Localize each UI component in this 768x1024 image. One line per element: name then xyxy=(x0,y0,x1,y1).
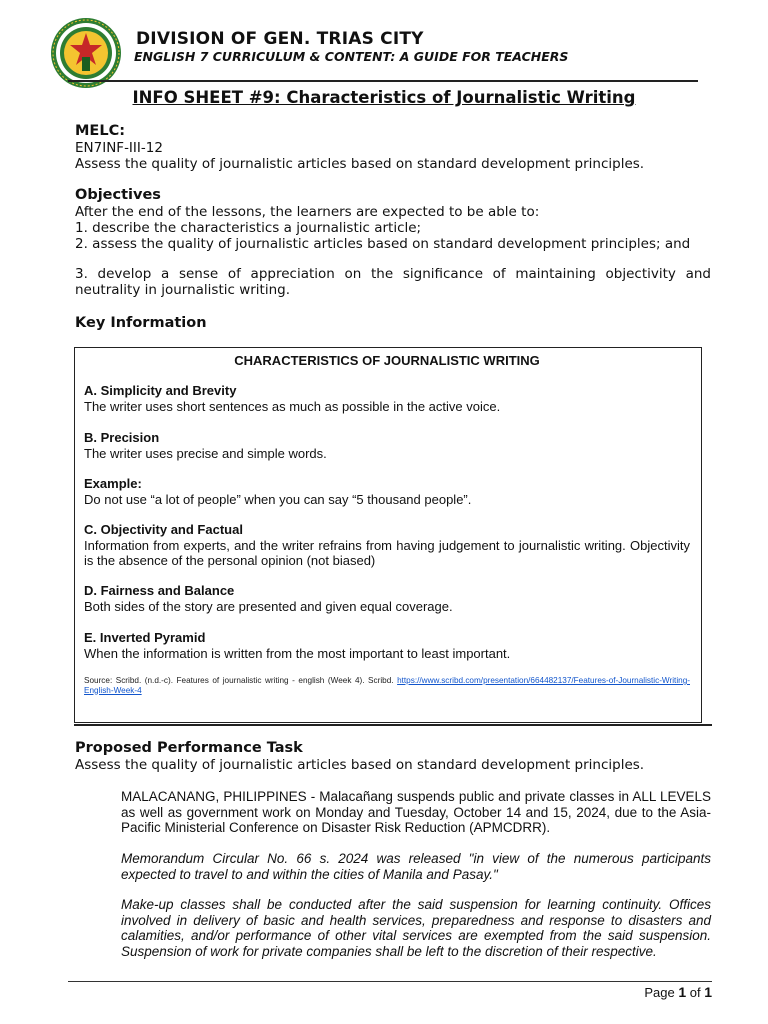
characteristic-text: When the information is written from the most important to least important. xyxy=(84,646,511,661)
source-text: Source: Scribd. (n.d.-c). Features of journalistic writing - english (Week 4). Scribd. xyxy=(84,676,394,685)
page-number xyxy=(644,984,712,1000)
division-title: DIVISION OF GEN. TRIAS CITY xyxy=(136,29,424,49)
header-divider xyxy=(68,80,698,82)
box-title: CHARACTERISTICS OF JOURNALISTIC WRITING xyxy=(234,353,540,368)
page-word: Page xyxy=(644,985,675,1000)
page-total: 1 xyxy=(704,984,712,1000)
characteristic-text: The writer uses precise and simple words. xyxy=(84,446,327,461)
example-text: Do not use “a lot of people” when you can say “5 thousand people”. xyxy=(84,492,472,507)
objective-item: 2. assess the quality of journalistic articles based on standard development principles; and xyxy=(75,236,691,252)
objective-item: 3. develop a sense of appreciation on the significance of maintaining objectivity and neutrality in journalistic writing. xyxy=(75,266,711,298)
characteristic-heading: E. Inverted Pyramid xyxy=(84,630,206,645)
of-word: of xyxy=(689,985,701,1000)
characteristic-text: Both sides of the story are presented and given equal coverage. xyxy=(84,599,453,614)
characteristic-heading: B. Precision xyxy=(84,430,160,445)
melc-code: EN7INF-III-12 xyxy=(75,140,163,156)
characteristic-text: The writer uses short sentences as much as possible in the active voice. xyxy=(84,399,501,414)
characteristic-heading: C. Objectivity and Factual xyxy=(84,522,243,537)
info-sheet-title: INFO SHEET #9: Characteristics of Journalistic Writing xyxy=(132,88,636,107)
source-link[interactable]: https://www.scribd.com/presentation/664482137/Features-of-Journalistic-Writing-English-Week-4 xyxy=(84,676,690,695)
footer-divider xyxy=(68,981,712,982)
characteristic-heading: A. Simplicity and Brevity xyxy=(84,383,237,398)
news-paragraph: MALACANANG, PHILIPPINES - Malacañang suspends public and private classes in ALL LEVELS as well as government work on Monday and Tuesday, October 14 and 15, 2024, due to the Asia-Pacific Ministerial Conference on Disaster Risk Reduction (APMCDRR). xyxy=(121,789,711,835)
key-information-heading: Key Information xyxy=(75,315,207,331)
melc-heading: MELC: xyxy=(75,123,126,139)
objectives-heading: Objectives xyxy=(75,187,161,203)
objective-item: 1. describe the characteristics a journalistic article; xyxy=(75,220,422,236)
characteristic-heading: D. Fairness and Balance xyxy=(84,583,235,598)
performance-task-heading: Proposed Performance Task xyxy=(75,740,303,756)
curriculum-subtitle: ENGLISH 7 CURRICULUM & CONTENT: A GUIDE FOR TEACHERS xyxy=(134,49,569,64)
objectives-intro: After the end of the lessons, the learners are expected to be able to: xyxy=(75,204,540,220)
performance-task-text: Assess the quality of journalistic articles based on standard development principles. xyxy=(75,757,645,773)
section-divider xyxy=(74,724,712,726)
characteristic-text: Information from experts, and the writer refrains from having judgement to journalistic writing. Objectivity is the absence of the personal opinion (not biased) xyxy=(84,538,690,568)
source-citation xyxy=(84,676,690,695)
division-seal-logo xyxy=(50,17,122,89)
news-paragraph-italic: Memorandum Circular No. 66 s. 2024 was released "in view of the numerous participants expected to travel to and within the cities of Manila and Pasay." xyxy=(121,851,711,882)
example-heading: Example: xyxy=(84,476,142,491)
news-paragraph-italic: Make-up classes shall be conducted after the said suspension for learning continuity. Offices involved in delivery of basic and health services, preparedness and response to disasters and calamities, and/or performance of other vital services are exempted from the said suspension. Suspension of work for private companies shall be left to the discretion of their respective. xyxy=(121,897,711,959)
page-current: 1 xyxy=(678,984,687,1000)
melc-text: Assess the quality of journalistic articles based on standard development principles. xyxy=(75,156,645,172)
